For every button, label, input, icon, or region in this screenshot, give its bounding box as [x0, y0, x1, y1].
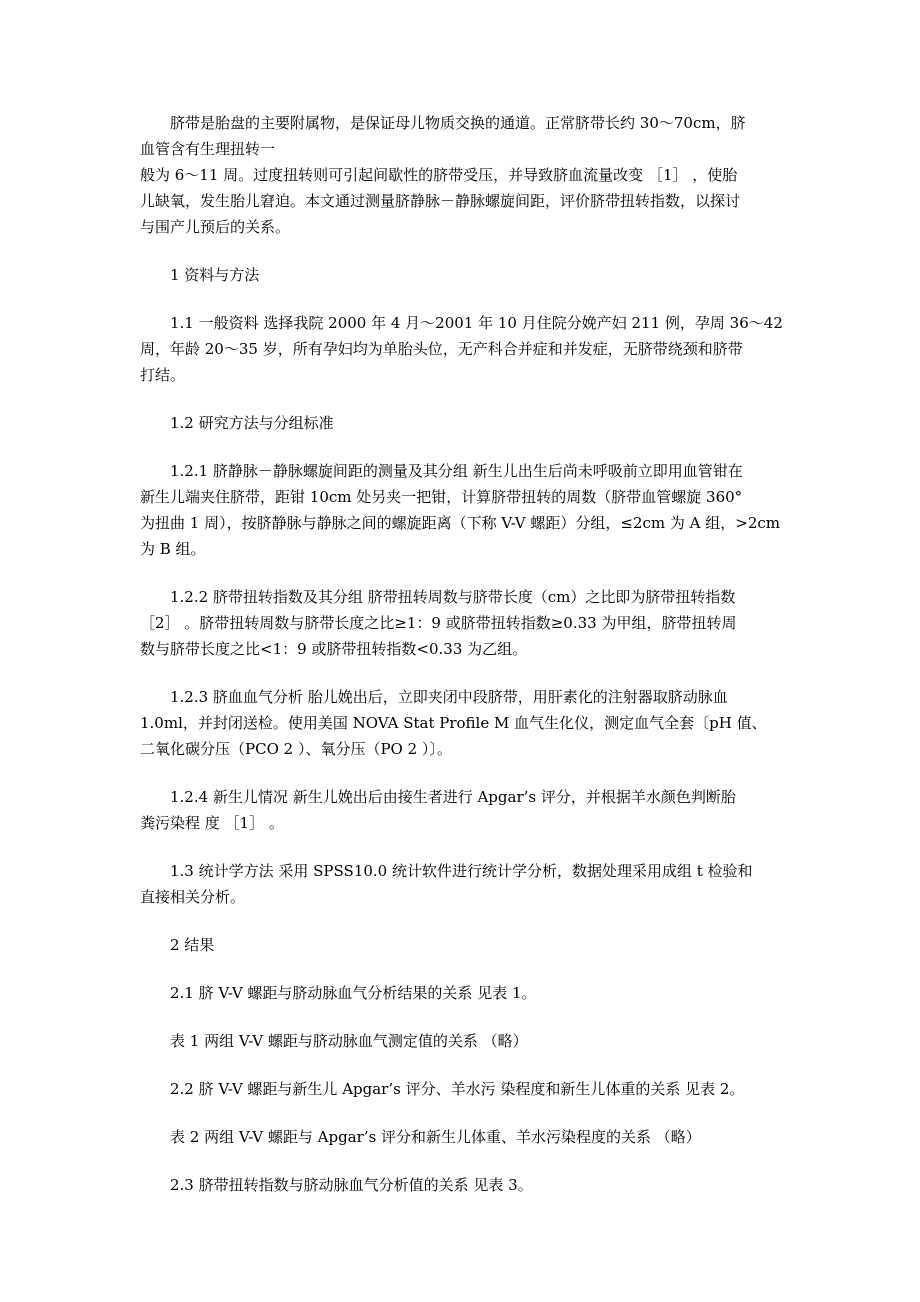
section-1-2-2-paragraph [140, 584, 785, 662]
paragraph-line: 为扭曲 1 周），按脐静脉与静脉之间的螺旋距离（下称 V-V 螺距）分组，≤2cm 为 A 组，>2cm [140, 514, 780, 532]
paragraph-line: 为 B 组。 [140, 540, 206, 558]
intro-line: 血管含有生理扭转一 [140, 140, 276, 158]
paragraph-line: 1.2.4 新生儿情况 新生儿娩出后由接生者进行 Apgar’s 评分，并根据羊水颜色判断胎 [170, 788, 736, 806]
intro-line: 儿缺氧，发生胎儿窘迫。本文通过测量脐静脉－静脉螺旋间距，评价脐带扭转指数，以探讨 [140, 192, 741, 210]
paragraph-line: 二氧化碳分压（PCO 2 ）、氧分压（PO 2 ）〕。 [140, 740, 452, 758]
intro-line: 与围产儿预后的关系。 [140, 218, 291, 236]
section-2-heading: 2 结果 [170, 936, 215, 954]
paragraph-line: 直接相关分析。 [140, 888, 246, 906]
paragraph-line: 粪污染程 度 ［1］ 。 [140, 814, 284, 832]
paragraph-line: 1.1 一般资料 选择我院 2000 年 4 月～2001 年 10 月住院分娩产妇 211 例，孕周 36～42 [170, 314, 783, 332]
section-1-3-paragraph [140, 858, 785, 910]
paragraph-line: 1.2.2 脐带扭转指数及其分组 脐带扭转周数与脐带长度（cm）之比即为脐带扭转指数 [170, 588, 736, 606]
section-1-1-paragraph [140, 310, 785, 388]
intro-line: 脐带是胎盘的主要附属物，是保证母儿物质交换的通道。正常脐带长约 30～70cm，脐 [170, 114, 746, 132]
section-1-2-3-paragraph [140, 684, 785, 762]
paragraph-line: 新生儿端夹住脐带，距钳 10cm 处另夹一把钳，计算脐带扭转的周数（脐带血管螺旋 360° [140, 488, 743, 506]
table-2-caption: 表 2 两组 V-V 螺距与 Apgar’s 评分和新生儿体重、羊水污染程度的关系 （略） [170, 1128, 701, 1146]
section-2-2-line: 2.2 脐 V-V 螺距与新生儿 Apgar’s 评分、羊水污 染程度和新生儿体重的关系 见表 2。 [170, 1080, 745, 1098]
paragraph-line: 1.2.3 脐血血气分析 胎儿娩出后，立即夹闭中段脐带，用肝素化的注射器取脐动脉血 [170, 688, 728, 706]
section-1-heading: 1 资料与方法 [170, 266, 260, 284]
paragraph-line: ［2］ 。脐带扭转周数与脐带长度之比≥1：9 或脐带扭转指数≥0.33 为甲组，脐带扭转周 [140, 614, 737, 632]
paragraph-line: 1.3 统计学方法 采用 SPSS10.0 统计软件进行统计学分析，数据处理采用成组 t 检验和 [170, 862, 753, 880]
paragraph-line: 周，年龄 20～35 岁，所有孕妇均为单胎头位，无产科合并症和并发症，无脐带绕颈和脐带 [140, 340, 743, 358]
section-2-1-line: 2.1 脐 V-V 螺距与脐动脉血气分析结果的关系 见表 1。 [170, 984, 537, 1002]
paragraph-line: 数与脐带长度之比<1：9 或脐带扭转指数<0.33 为乙组。 [140, 640, 528, 658]
section-1-2-heading: 1.2 研究方法与分组标准 [170, 414, 334, 432]
intro-paragraph [140, 110, 785, 240]
section-1-2-1-paragraph [140, 458, 785, 562]
paragraph-line: 1.0ml，并封闭送检。使用美国 NOVA Stat Profile M 血气生化仪，测定血气全套〔pH 值、 [140, 714, 767, 732]
paragraph-line: 打结。 [140, 366, 186, 384]
document-page [140, 110, 785, 1220]
paragraph-line: 1.2.1 脐静脉－静脉螺旋间距的测量及其分组 新生儿出生后尚未呼吸前立即用血管钳在 [170, 462, 743, 480]
section-1-2-4-paragraph [140, 784, 785, 836]
section-2-3-line: 2.3 脐带扭转指数与脐动脉血气分析值的关系 见表 3。 [170, 1176, 533, 1194]
intro-line: 般为 6～11 周。过度扭转则可引起间歇性的脐带受压，并导致脐血流量改变 ［1］ ，使胎 [140, 166, 738, 184]
table-1-caption: 表 1 两组 V-V 螺距与脐动脉血气测定值的关系 （略） [170, 1032, 528, 1050]
